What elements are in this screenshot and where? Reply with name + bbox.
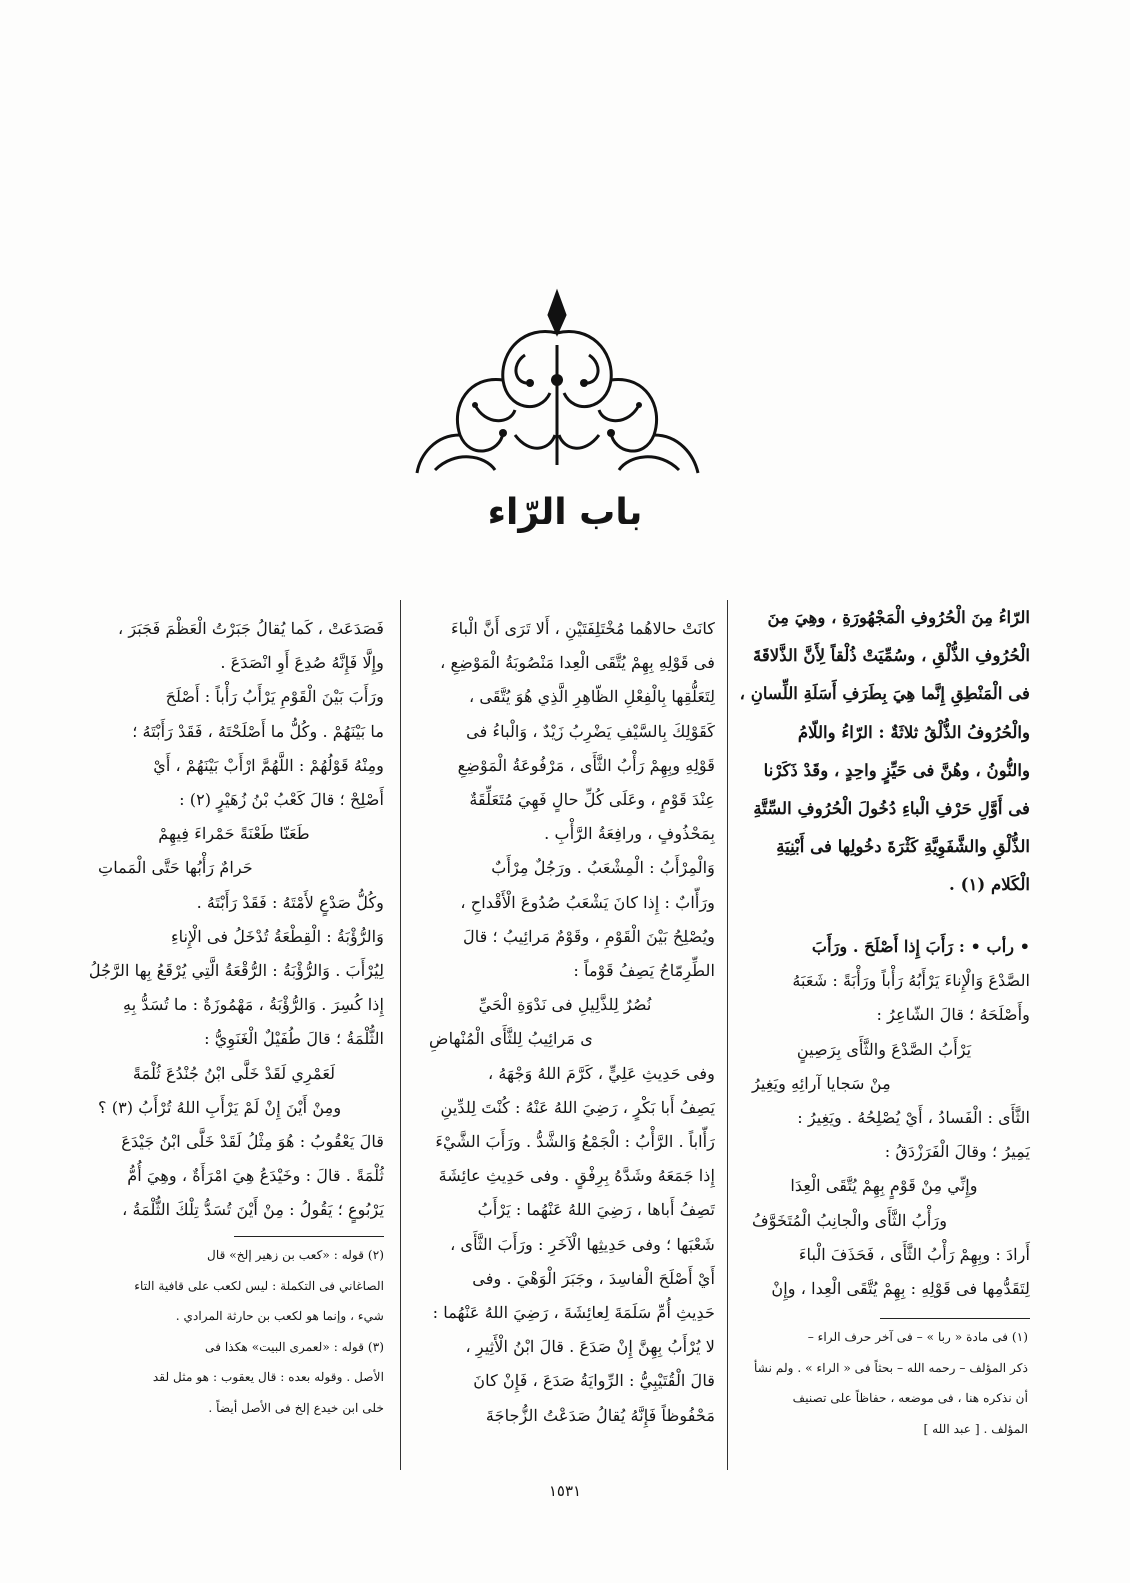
intro-line: الذُّلْقِ والشَّفَوِيَّةِ كَثْرَةَ دخُولِها فى أَبْنِيَةِ	[776, 836, 1030, 857]
entry-line: وأَصْلَحَهُ ؛ قالَ الشّاعِرُ :	[876, 1005, 1030, 1025]
text-line: وفى حَدِيثِ عَلِيٍّ ، كَرَّمَ اللهُ وَجْهَهُ ،	[487, 1063, 715, 1083]
text-line: فَصَدَعَتْ ، كَما يُقالُ جَبَرْتُ الْعَظْمَ فَجَبَرَ ،	[117, 619, 384, 638]
right-column-intro	[738, 598, 1030, 904]
right-column-entry	[738, 930, 1030, 1306]
verse-line: لَعَمْرِي لَقَدْ خَلَّى ابْنُ جُنْدُعَ ثُلْمَةً	[132, 1063, 336, 1083]
text-line: ثُلْمَةً . قالَ : وخَيْدَعُ هِيَ امْرَأَةٌ ، وهِيَ أُمُّ	[127, 1166, 384, 1186]
text-line: مَحْفُوظاً فَإِنَّهُ يُقالُ صَدَعْتُ الزُّجاجَةَ	[485, 1405, 715, 1425]
footnote-line: أن نذكره هنا ، فى موضعه ، حفاظاً على تصنيف	[792, 1391, 1028, 1405]
footnote-line: الأصل . وقوله بعده : قال يعقوب : هو مثل لقد	[152, 1370, 384, 1384]
footnote-line: شيء ، وإنما هو لكعب بن حارثة المرادي .	[175, 1309, 384, 1323]
verse-line: ومِنْ أَيْنَ إِنْ لَمْ يَرْأَبِ اللهُ تُرْأَبُ (٣) ؟	[98, 1097, 342, 1117]
chapter-ornament	[415, 285, 700, 475]
verse-line: وإِنِّي مِنْ قَوْمٍ بِهِمْ يُتَّقَى الْعِدَا	[790, 1176, 978, 1196]
text-line: وَالرُّؤْبَةُ : الْقِطْعَةُ تُدْخَلُ فى الْإِناءِ	[170, 926, 384, 946]
entry-line: لِتَقَدُّمِها فى قَوْلِهِ : بِهِمْ يُتَّقَى الْعِدا ، وإِنْ	[771, 1279, 1030, 1299]
footnote-right	[738, 1322, 1028, 1444]
entry-line: الصَّدْعَ وَالْإِناءَ يَرْأَبُهُ رَأْباً ورَأْبَةً : شَعَبَهُ	[792, 971, 1030, 991]
column-separator	[727, 600, 728, 1470]
footnote-line: (١) فى مادة « ربا » – فى آخر حرف الراء –	[807, 1330, 1028, 1344]
intro-line: فى أَوَّلِ حَرْفِ الْباءِ دُخُولَ الْحُرُوفِ السِّتَّةِ	[753, 798, 1030, 819]
footnote-line: خلى ابن خيدع إلخ فى الأصل أيضاً .	[208, 1400, 384, 1415]
entry-headword-line: • رأب • : رَأَبَ إِذا أَصْلَحَ . ورَأَبَ	[811, 937, 1030, 956]
verse-line: ى مَرائِيبُ لِلثَّأَى الْمُنْهاضِ	[429, 1029, 593, 1049]
text-line: كانَتْ حالاهُما مُخْتَلِفَتَيْنِ ، أَلا تَرَى أَنَّ الْباءَ	[450, 619, 715, 638]
footnote-line: (٢) قوله : «كعب بن زهير إلخ» قال	[207, 1248, 384, 1262]
chapter-title: باب الرّاء	[487, 492, 643, 533]
text-line: حَدِيثِ أُمِّ سَلَمَةَ لِعائِشَةَ ، رَضِيَ اللهُ عَنْهُما :	[432, 1303, 715, 1323]
text-line: ما بَيْنَهُمْ . وكُلُّ ما أَصْلَحْتَهُ ، فَقَدْ رَأَبْتَهُ ؛	[132, 721, 384, 741]
footnote-line: الصاغاني فى التكملة : ليس لكعب على قافية التاء	[134, 1278, 384, 1293]
footnote-line: المؤلف . [ عبد الله ]	[923, 1421, 1028, 1436]
intro-line: الْحُرُوفِ الذُّلْقِ ، وسُمِّيَتْ ذُلْقاً لِأَنَّ الذَّلاقَةَ	[752, 645, 1030, 666]
middle-column	[415, 612, 715, 1433]
footnote-line: (٣) قوله : «لعمرى البيت» هكذا فى	[205, 1339, 384, 1354]
verse-line: ورَأْبُ الثَّأَى والْجانِبُ الْمُتَخَوَّفُ	[752, 1210, 948, 1230]
intro-line: الرّاءُ مِنَ الْحُرُوفِ الْمَجْهُورَةِ ، وهِيَ مِنَ	[767, 607, 1030, 627]
intro-line: والْحُرُوفُ الذُّلْقُ ثلاثَةٌ : الرّاءُ واللّامُ	[797, 721, 1030, 742]
text-line: الثُّلْمَةُ ؛ قالَ طُفَيْلٌ الْغَنَوِيُّ :	[204, 1029, 384, 1049]
text-line: قَوْلِهِ وبِهِمْ رَأْبُ الثَّأَى ، مَرْفُوعَةُ الْمَوْضِعِ	[457, 755, 715, 775]
entry-line: أَرادَ : وبِهِمْ رَأْبُ الثَّأَى ، فَحَذَفَ الْباءَ	[798, 1244, 1030, 1264]
text-line: ومِنْهُ قَوْلُهُمْ : اللَّهُمَّ ارْأَبْ بَيْنَهُمْ ، أَيْ	[153, 755, 384, 775]
footnote-rule	[234, 1236, 384, 1237]
text-line: وإِلَّا فَإِنَّهُ صُدِعَ أَوِ انْصَدَعَ .	[220, 653, 384, 673]
text-line: رَأّاباً . الرَّأْبُ : الْجَمْعُ وَالشَّدُّ . ورَأَبَ الشَّيْءَ	[435, 1132, 715, 1152]
text-line: ورَأّابٌ : إِذا كانَ يَشْعَبُ صُدُوعَ الْأَقْداحِ ،	[460, 892, 715, 912]
intro-line: والنُّونُ ، وهُنَّ فى حَيِّزٍ واحِدٍ ، وقَدْ ذَكَرْنا	[763, 759, 1030, 780]
text-line: لا يُرْأَبُ بِهِنَّ إِنْ صَدَعَ . قالَ ابْنُ الْأَثِيرِ ،	[465, 1337, 715, 1357]
text-line: أَصْلِحْ ؛ قالَ كَعْبُ بْنُ زُهَيْرٍ (٢) :	[179, 790, 384, 810]
text-line: وَالْمِرْأَبُ : الْمِشْعَبُ . ورَجُلٌ مِرْأَبٌ	[491, 858, 715, 878]
text-line: الطِّرِمّاحُ يَصِفُ قَوْماً :	[573, 961, 715, 981]
text-line: فى قَوْلِهِ بِهِمْ يُتَّقَى الْعِدا مَنْصُوبَةُ الْمَوْضِعِ ،	[440, 653, 715, 673]
intro-line: فى الْمَنْطِقِ إِنَّما هِيَ بِطَرَفِ أَسَلَةِ اللِّسانِ ،	[739, 683, 1030, 704]
entry-line: يَمِيرُ ؛ وقالَ الْفَرَزْدَقُ :	[884, 1142, 1030, 1162]
text-line: إِذا جَمَعَهُ وشَدَّهُ بِرِفْقٍ . وفى حَدِيثِ عائِشَةَ	[438, 1166, 715, 1186]
text-line: تَصِفُ أَباها ، رَضِيَ اللهُ عَنْهُما : يَرْأَبُ	[477, 1200, 715, 1220]
text-line: عِنْدَ قَوْمٍ ، وعَلَى كُلِّ حالٍ فَهِيَ مُتَعَلِّقَةٌ	[469, 790, 715, 810]
text-line: ورَأَبَ بَيْنَ الْقَوْمِ يَرْأَبُ رَأْباً : أَصْلَحَ	[165, 687, 384, 707]
page-number: ١٥٣١	[548, 1482, 582, 1500]
footnote-left	[84, 1240, 384, 1423]
text-line: قالَ الْقُتَيْبِيُّ : الرِّوايَةُ صَدَعَ ، فَإِنْ كانَ	[473, 1371, 715, 1391]
column-separator	[400, 600, 401, 1470]
text-line: أَيْ أَصْلَحَ الْفاسِدَ ، وجَبَرَ الْوَهْيَ . وفى	[472, 1268, 715, 1288]
text-line: لِيُرْأَبَ . وَالرُّؤْبَةُ : الرُّقْعَةُ الَّتِي يُرْقَعُ بِها الرَّجُلُ	[88, 961, 384, 981]
verse-line: حَرامٌ رَأْبُها حَتَّى الْمَماتِ	[98, 858, 253, 878]
text-line: إِذا كُسِرَ . وَالرُّؤْبَةُ ، مَهْمُوزَةٌ : ما تُسَدُّ بِهِ	[123, 995, 384, 1015]
text-line: يَرْبُوعٍ ؛ يَقُولُ : مِنْ أَيْنَ تُسَدُّ تِلْكَ الثُّلْمَةُ ،	[122, 1200, 384, 1220]
verse-line: يَرْأَبُ الصَّدْعَ والثَّأَى بِرَصِينٍ	[796, 1039, 972, 1059]
text-line: قالَ يَعْقُوبُ : هُوَ مِثْلُ لَقَدْ خَلَّى ابْنُ جَيْدَعَ	[121, 1132, 384, 1152]
verse-line: طَعَنّا طَعْنَةً حَمْراءَ فِيهِمْ	[158, 824, 310, 844]
text-line: وكُلُّ صَدْعٍ لأَمْتَهُ : فَقَدْ رَأَبْتَهُ .	[196, 892, 384, 912]
text-line: ويُصْلِحُ بَيْنَ الْقَوْمِ ، وقَوْمٌ مَرائِيبُ ؛ قالَ	[462, 926, 715, 946]
text-line: بِمَحْذُوفٍ ، ورافِعَةُ الرَّأْبِ .	[544, 824, 715, 844]
intro-line: الْكَلام (١) .	[949, 874, 1030, 895]
text-line: يَصِفُ أَبا بَكْرٍ ، رَضِيَ اللهُ عَنْهُ : كُنْتَ لِلدِّينِ	[440, 1097, 715, 1117]
left-column	[84, 612, 384, 1228]
text-line: لِتَعَلُّقِها بِالْفِعْلِ الظّاهِرِ الَّذِي هُوَ يُتَّقَى ،	[469, 687, 715, 707]
text-line: شَعْبَها ؛ وفى حَدِيثِها الْآخَرِ : ورَأَبَ الثَّأَى ،	[450, 1234, 715, 1254]
footnote-rule	[880, 1318, 1030, 1319]
footnote-line: ذكر المؤلف – رحمه الله – بحثاً فى « الراء » . ولم نشأ	[754, 1360, 1028, 1375]
verse-line: نُصُرٌ لِلذَّلِيلِ فى نَدْوَةِ الْحَيِّ	[478, 995, 652, 1015]
text-line: كَقَوْلِكَ بِالسَّيْفِ يَضْرِبُ زَيْدٌ ، وَالْباءُ فى	[466, 721, 715, 741]
entry-line: الثَّأَى : الْفَسادُ ، أَيْ يُصْلِحُهُ . ويَغِيرُ :	[797, 1108, 1030, 1128]
verse-line: مِنْ سَجايا آرائِهِ ويَغِيرُ	[752, 1073, 891, 1093]
